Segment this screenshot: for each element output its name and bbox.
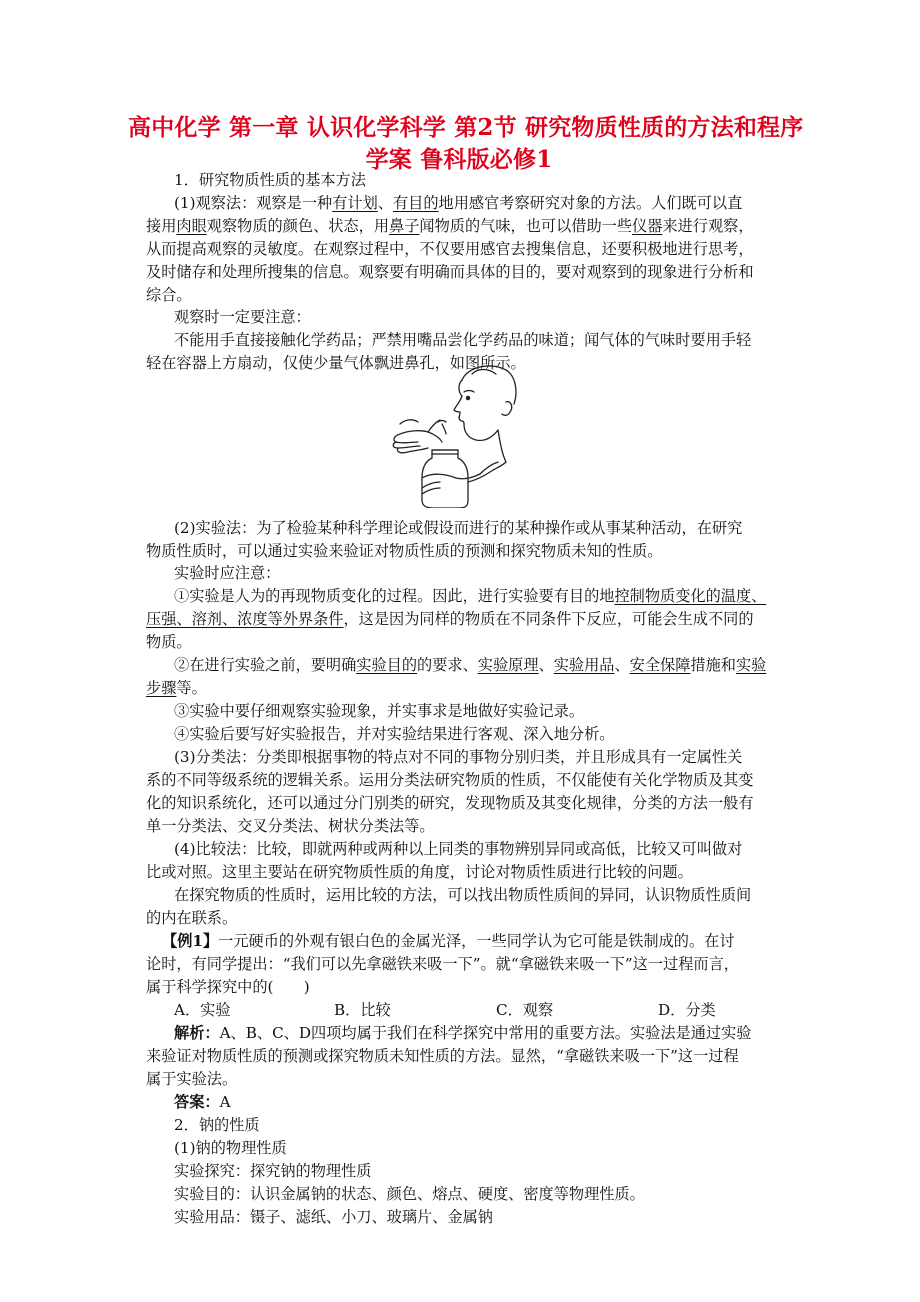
section-2-heading: 2．钠的性质 xyxy=(174,1116,260,1134)
classify-line-4: 单一分类法、交叉分类法、树状分类法等。 xyxy=(146,817,435,835)
title-line-1: 高中化学 第一章 认识化学科学 第2节 研究物质性质的方法和程序 xyxy=(128,114,804,141)
observe-line-5: 综合。 xyxy=(146,286,192,304)
option-a: A．实验 xyxy=(174,1001,231,1019)
classify-line-3: 化的知识系统化，还可以通过分门别类的研究，发现物质及其变化规律，分类的方法一般有 xyxy=(146,794,754,812)
option-b: B．比较 xyxy=(334,1001,391,1019)
experiment-point-1-line-3: 物质。 xyxy=(146,633,192,651)
observe-line-3: 从而提高观察的灵敏度。在观察过程中，不仅要用感官去搜集信息，还要积极地进行思考， xyxy=(146,240,754,258)
experiment-point-3: ③实验中要仔细观察实验现象，并实事求是地做好实验记录。 xyxy=(174,702,585,720)
answer-value: A xyxy=(219,1093,231,1111)
experiment-point-4: ④实验后要写好实验报告，并对实验结果进行客观、深入地分析。 xyxy=(174,725,615,743)
example-options xyxy=(0,1000,920,1020)
section-2-line-3: 实验用品：镊子、滤纸、小刀、玻璃片、金属钠 xyxy=(174,1208,493,1226)
experiment-point-2-line-1: ②在进行实验之前，要明确实验目的的要求、实验原理、实验用品、安全保障措施和实验 xyxy=(174,656,767,674)
analysis-line-3: 属于实验法。 xyxy=(146,1070,238,1088)
observe-line-2: 接用肉眼观察物质的颜色、状态，用鼻子闻物质的气味，也可以借助一些仪器来进行观察， xyxy=(146,217,754,235)
analysis-line-2: 来验证对物质性质的预测或探究物质未知性质的方法。显然，“拿磁铁来吸一下”这一过程 xyxy=(146,1047,739,1065)
example-tag: 【例1】 xyxy=(162,932,219,950)
compare-line-3: 在探究物质的性质时，运用比较的方法，可以找出物质性质间的异同，认识物质性质间 xyxy=(174,886,752,904)
compare-line-4: 的内在联系。 xyxy=(146,909,238,927)
observe-note-line-1: 不能用手直接接触化学药品；严禁用嘴品尝化学药品的味道；闻气体的气味时要用手轻 xyxy=(174,331,752,349)
section-2-line-1: 实验探究：探究钠的物理性质 xyxy=(174,1162,372,1180)
example-line-1: 【例1】一元硬币的外观有银白色的金属光泽，一些同学认为它可能是铁制成的。在讨 xyxy=(162,932,735,950)
section-2-subheading: (1)钠的物理性质 xyxy=(174,1139,287,1157)
analysis-line-1: 解析：A、B、C、D四项均属于我们在科学探究中常用的重要方法。实验法是通过实验 xyxy=(174,1024,752,1042)
observe-line-1: (1)观察法：观察是一种有计划、有目的地用感官考察研究对象的方法。人们既可以直 xyxy=(174,194,743,212)
experiment-point-1-line-1: ①实验是人为的再现物质变化的过程。因此，进行实验要有目的地控制物质变化的温度、 xyxy=(174,587,767,605)
classify-line-1: (3)分类法：分类即根据事物的特点对不同的事物分别归类，并且形成具有一定属性关 xyxy=(174,748,743,766)
observe-line-4: 及时储存和处理所搜集的信息。观察要有明确而具体的目的，要对观察到的现象进行分析和 xyxy=(146,263,754,281)
analysis-label: 解析： xyxy=(174,1024,220,1042)
option-d: D．分类 xyxy=(658,1001,716,1019)
section-1-heading: 1．研究物质性质的基本方法 xyxy=(174,171,366,189)
experiment-note-heading: 实验时应注意： xyxy=(174,564,281,582)
classify-line-2: 系的不同等级系统的逻辑关系。运用分类法研究物质的性质，不仅能使有关化学物质及其变 xyxy=(146,771,754,789)
observe-note-heading: 观察时一定要注意： xyxy=(174,308,311,326)
experiment-line-1: (2)实验法：为了检验某种科学理论或假设而进行的某种操作或从事某种活动，在研究 xyxy=(174,519,743,537)
observe-note-line-2: 轻在容器上方扇动，仅使少量气体飘进鼻孔，如图所示。 xyxy=(146,354,526,372)
experiment-point-1-line-2: 压强、溶剂、浓度等外界条件，这是因为同样的物质在不同条件下反应，可能会生成不同的 xyxy=(146,610,754,628)
compare-line-2: 比或对照。这里主要站在研究物质性质的角度，讨论对物质性质进行比较的问题。 xyxy=(146,863,693,881)
example-line-2: 论时，有同学提出：“我们可以先拿磁铁来吸一下”。就“拿磁铁来吸一下”这一过程而言， xyxy=(146,955,739,973)
option-c: C．观察 xyxy=(496,1001,554,1019)
experiment-point-2-line-2: 步骤等。 xyxy=(146,679,207,697)
answer-label: 答案： xyxy=(174,1093,220,1111)
answer-line xyxy=(174,1092,231,1112)
section-2-line-2: 实验目的：认识金属钠的状态、颜色、熔点、硬度、密度等物理性质。 xyxy=(174,1185,645,1203)
document-title xyxy=(128,112,804,176)
example-line-3: 属于科学探究中的( ) xyxy=(146,978,310,996)
experiment-line-2: 物质性质时，可以通过实验来验证对物质性质的预测和探究物质未知的性质。 xyxy=(146,542,663,560)
title-line-2: 学案 鲁科版必修1 xyxy=(365,146,553,173)
compare-line-1: (4)比较法：比较，即就两种或两种以上同类的事物辨别异同或高低，比较又可叫做对 xyxy=(174,840,743,858)
smelling-gas-illustration xyxy=(388,362,520,508)
